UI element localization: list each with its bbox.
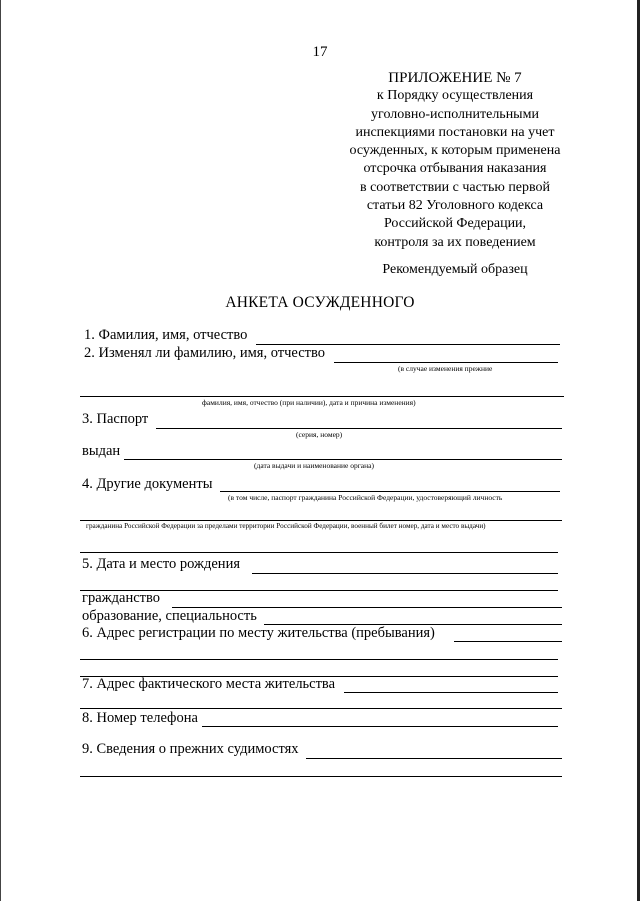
field-2-line-2[interactable]: [80, 396, 564, 397]
sample-label: Рекомендуемый образец: [382, 262, 528, 277]
field-9-label: 9. Сведения о прежних судимостях: [82, 741, 299, 757]
appendix-line: осужденных, к которым применена: [349, 143, 561, 159]
field-7-line[interactable]: [344, 692, 558, 693]
field-5-line[interactable]: [252, 573, 558, 574]
field-4-label: 4. Другие документы: [82, 476, 213, 492]
field-2-hint: (в случае изменения прежние: [398, 364, 493, 373]
appendix-line: контроля за их поведением: [374, 234, 536, 250]
field-4-line-2[interactable]: [80, 520, 562, 521]
appendix-line: статьи 82 Уголовного кодекса: [366, 198, 544, 214]
field-3-line[interactable]: [156, 428, 562, 429]
field-1-label: 1. Фамилия, имя, отчество: [84, 327, 248, 343]
field-4-line-3[interactable]: [80, 552, 558, 553]
appendix-line: уголовно-исполнительными: [371, 106, 539, 122]
appendix-line: к Порядку осуществления: [376, 88, 534, 104]
page-number: 17: [312, 44, 328, 60]
form-title: АНКЕТА ОСУЖДЕННОГО: [225, 294, 415, 311]
field-7-label: 7. Адрес фактического места жительства: [82, 676, 336, 692]
field-7-line-2[interactable]: [80, 708, 562, 709]
appendix-line: отсрочка отбывания наказания: [363, 161, 547, 177]
field-6-line[interactable]: [454, 641, 562, 642]
appendix-heading: ПРИЛОЖЕНИЕ № 7: [388, 70, 522, 86]
field-3-hint: (серия, номер): [296, 430, 343, 439]
field-6-line-2[interactable]: [80, 659, 558, 660]
field-9-line[interactable]: [306, 758, 562, 759]
field-4-line[interactable]: [220, 491, 560, 492]
field-4-hint: (в том числе, паспорт гражданина Российской Федерации, удостоверяющий личность: [228, 493, 503, 502]
field-2-label: 2. Изменял ли фамилию, имя, отчество: [84, 345, 325, 361]
field-4-hint-2: гражданина Российской Федерации за пределами территории Российской Федерации, военный билет номер, дата и место выдачи): [86, 522, 486, 530]
issued-hint: (дата выдачи и наименование органа): [254, 461, 374, 470]
appendix-line: Российской Федерации,: [383, 216, 527, 232]
field-9-line-2[interactable]: [80, 776, 562, 777]
education-label: образование, специальность: [82, 608, 257, 624]
appendix-block: [310, 69, 600, 252]
field-5-label: 5. Дата и место рождения: [82, 556, 240, 572]
field-6-label: 6. Адрес регистрации по месту жительства (пребывания): [82, 625, 435, 641]
field-8-line[interactable]: [202, 726, 558, 727]
citizenship-label: гражданство: [82, 590, 160, 606]
field-8-label: 8. Номер телефона: [82, 710, 198, 726]
issued-line[interactable]: [124, 459, 562, 460]
field-2-hint-2: фамилия, имя, отчество (при наличии), дата и причина изменения): [202, 398, 416, 407]
field-3-label: 3. Паспорт: [82, 411, 149, 427]
appendix-line: инспекциями постановки на учет: [355, 124, 555, 140]
page-edge-left: [0, 0, 1, 901]
field-2-line[interactable]: [334, 362, 558, 363]
appendix-line: в соответствии с частью первой: [359, 179, 551, 195]
issued-label: выдан: [82, 443, 121, 459]
